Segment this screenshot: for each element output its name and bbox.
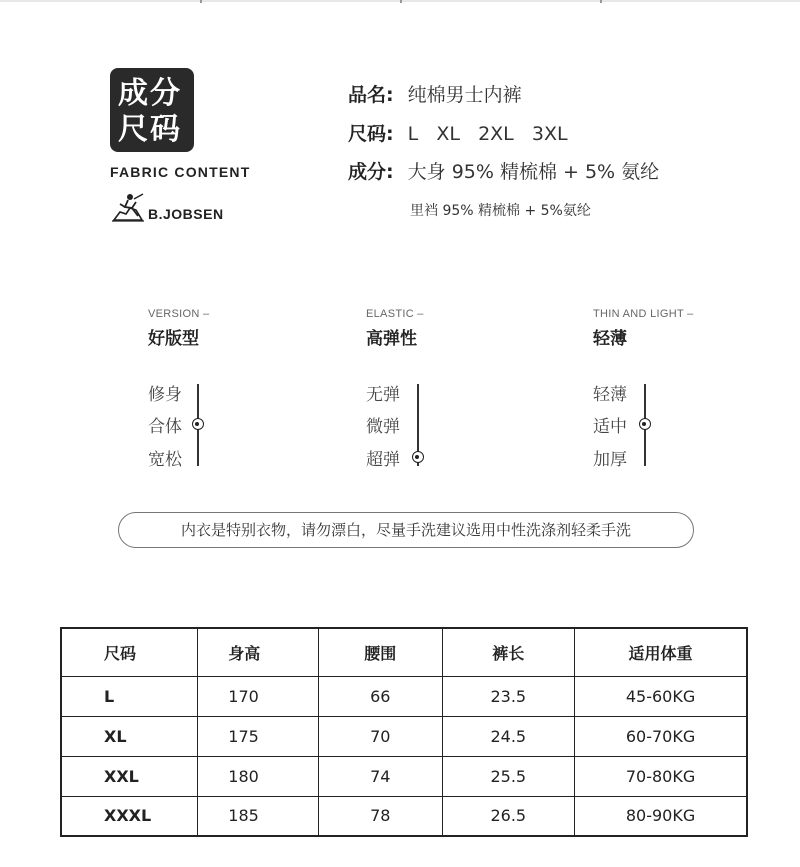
- thickness-option-thick: 加厚: [593, 450, 627, 470]
- fit-scale-marker: [192, 418, 204, 430]
- header-waist: 腰围: [319, 628, 443, 676]
- fit-option-regular: 合体: [148, 417, 182, 437]
- product-size-value: L XL 2XL 3XL: [407, 123, 568, 145]
- size-content-badge: [110, 68, 194, 152]
- feature-elastic-en: ELASTIC –: [366, 308, 424, 320]
- table-row: [61, 796, 747, 836]
- product-name-label: 品名:: [348, 84, 394, 106]
- lining-composition: 里裆 95% 精梳棉 + 5%氨纶: [410, 203, 591, 219]
- cell-weight: 45-60KG: [575, 676, 747, 716]
- fit-option-loose: 宽松: [148, 450, 182, 470]
- elastic-scale-marker: [412, 451, 424, 463]
- size-chart-table: [60, 627, 748, 837]
- cell-length: 26.5: [442, 796, 575, 836]
- composition-value: 大身 95% 精梳棉 + 5% 氨纶: [407, 161, 660, 183]
- cell-weight: 60-70KG: [575, 716, 747, 756]
- divider-tick: [400, 0, 402, 3]
- cell-height: 185: [198, 796, 319, 836]
- composition-row: [348, 157, 659, 184]
- brand-name: B.JOBSEN: [148, 206, 224, 222]
- elastic-option-super: 超弹: [366, 450, 400, 470]
- cell-height: 175: [198, 716, 319, 756]
- feature-version-cn: 好版型: [148, 329, 199, 349]
- thickness-option-thin: 轻薄: [593, 385, 627, 405]
- product-name-value: 纯棉男士内裤: [407, 84, 522, 106]
- divider-tick: [600, 0, 602, 3]
- feature-thickness-cn: 轻薄: [593, 329, 627, 349]
- cell-waist: 66: [319, 676, 443, 716]
- cell-waist: 74: [319, 756, 443, 796]
- elastic-option-none: 无弹: [366, 385, 400, 405]
- cell-size: XXL: [61, 756, 198, 796]
- cell-length: 23.5: [442, 676, 575, 716]
- cell-waist: 78: [319, 796, 443, 836]
- cell-height: 170: [198, 676, 319, 716]
- elastic-option-slight: 微弹: [366, 417, 400, 437]
- thickness-option-medium: 适中: [593, 417, 627, 437]
- header-height: 身高: [198, 628, 319, 676]
- table-row: [61, 676, 747, 716]
- product-size-label: 尺码:: [348, 123, 394, 145]
- care-notice: 内衣是特别衣物，请勿漂白，尽量手洗建议选用中性洗涤剂轻柔手洗: [118, 512, 694, 548]
- thickness-scale-marker: [639, 418, 651, 430]
- cell-size: XL: [61, 716, 198, 756]
- cell-weight: 80-90KG: [575, 796, 747, 836]
- feature-thickness: [593, 308, 773, 349]
- product-size-row: [348, 119, 568, 146]
- badge-line-2: 尺码: [118, 112, 182, 147]
- feature-version-en: VERSION –: [148, 308, 210, 320]
- cell-length: 24.5: [442, 716, 575, 756]
- feature-version: [148, 308, 328, 349]
- fabric-content-heading: FABRIC CONTENT: [110, 164, 251, 180]
- divider-tick: [200, 0, 202, 3]
- rider-logo-icon: [110, 190, 146, 222]
- header-length: 裤长: [442, 628, 575, 676]
- badge-line-1: 成分: [118, 76, 182, 111]
- cell-length: 25.5: [442, 756, 575, 796]
- fit-option-slim: 修身: [148, 385, 182, 405]
- top-divider: [0, 0, 800, 2]
- feature-elastic: [366, 308, 546, 349]
- brand-logo: [110, 190, 224, 222]
- feature-thickness-en: THIN AND LIGHT –: [593, 308, 694, 320]
- header-size: 尺码: [61, 628, 198, 676]
- cell-weight: 70-80KG: [575, 756, 747, 796]
- cell-size: XXXL: [61, 796, 198, 836]
- cell-size: L: [61, 676, 198, 716]
- product-name-row: [348, 80, 522, 107]
- feature-elastic-cn: 高弹性: [366, 329, 417, 349]
- cell-height: 180: [198, 756, 319, 796]
- header-weight: 适用体重: [575, 628, 747, 676]
- table-header-row: [61, 628, 747, 676]
- composition-label: 成分:: [348, 161, 394, 183]
- cell-waist: 70: [319, 716, 443, 756]
- table-row: [61, 756, 747, 796]
- table-row: [61, 716, 747, 756]
